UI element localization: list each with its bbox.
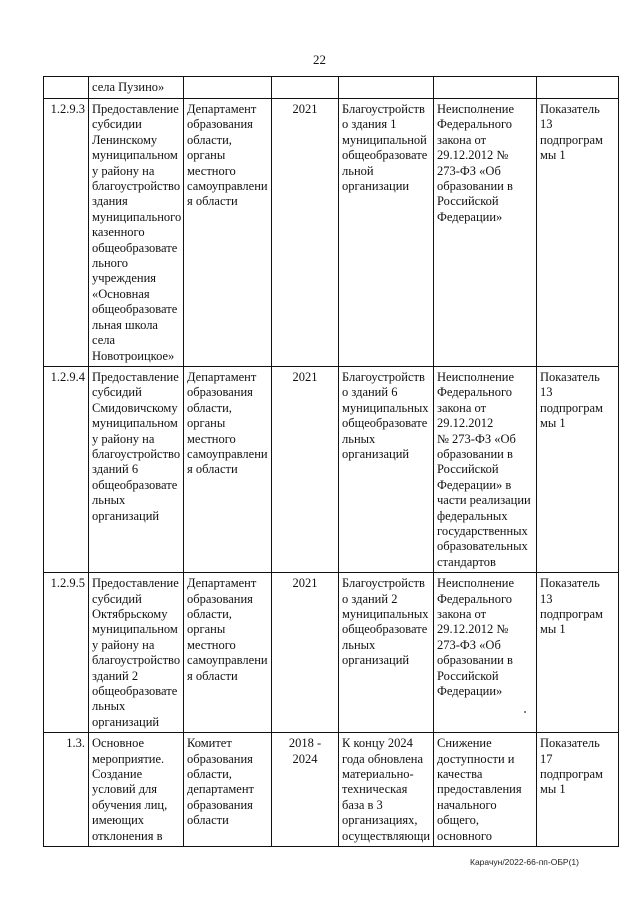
cell-text-line: области	[187, 813, 229, 828]
cell-text-line: Российской	[437, 194, 499, 209]
document-code: Карачун/2022-66-пп-ОБР(1)	[470, 857, 579, 867]
cell-text-line: условий для	[92, 782, 158, 797]
year-cell	[272, 77, 339, 99]
cell-text-line: Неисполнение	[437, 369, 514, 384]
cell-text-line: 1.2.9.3	[50, 102, 85, 116]
cell-text-line: субсидий	[92, 385, 142, 400]
row-number-cell	[44, 77, 89, 99]
cell-text-line: зданий 6	[92, 462, 139, 477]
cell-text-line: 1.3.	[66, 736, 85, 751]
cell-text-line: льной	[342, 163, 374, 178]
cell-text-line: органы	[187, 622, 226, 637]
cell-text-line: области,	[187, 767, 232, 782]
executor-cell	[184, 573, 272, 733]
cell-text-line: учреждения	[92, 271, 157, 286]
cell-text-line: льная школа	[92, 317, 158, 332]
cell-text-line: Смидовичскому	[92, 400, 178, 415]
cell-text-line: муниципальных	[342, 607, 429, 621]
cell-text-line: мы 1	[540, 782, 566, 797]
cell-text-line: о здания 1	[342, 117, 397, 132]
consequence-cell	[434, 99, 537, 367]
cell-text-line: 273-ФЗ «Об	[437, 637, 501, 652]
cell-text-line: подпрограм	[540, 607, 603, 621]
cell-text-line: благоустройство	[92, 653, 181, 668]
cell-text-line: я области	[187, 462, 238, 477]
cell-text-line: образования	[187, 751, 253, 766]
cell-text-line: казенного	[92, 225, 145, 240]
consequence-cell	[434, 77, 537, 99]
cell-text-line: мы 1	[540, 148, 566, 163]
cell-text-line: 1.2.9.5	[50, 576, 85, 591]
cell-text-line: Показатель	[540, 102, 600, 116]
cell-text-line: 2024	[292, 751, 318, 766]
cell-text-line: образовании в	[437, 179, 513, 194]
cell-text-line: самоуправлени	[187, 446, 268, 461]
executor-cell	[184, 99, 272, 367]
cell-text-line: мероприятие.	[92, 751, 165, 766]
executor-cell	[184, 733, 272, 847]
expected-result-cell	[339, 366, 434, 572]
cell-text-line: образовательных	[437, 539, 528, 554]
consequence-cell	[434, 573, 537, 733]
cell-text-line: образования	[187, 797, 253, 812]
consequence-cell	[434, 366, 537, 572]
cell-text-line: образования	[187, 117, 253, 132]
cell-text-line: подпрограм	[540, 132, 603, 147]
cell-text-line: Основное	[92, 736, 145, 751]
executor-cell	[184, 77, 272, 99]
cell-text-line: имеющих	[92, 813, 145, 828]
cell-text-line: года обновлена	[342, 751, 424, 766]
cell-text-line: общеобразовате	[342, 148, 428, 163]
cell-text-line: № 273-ФЗ «Об	[437, 431, 516, 446]
cell-text-line: Департамент	[187, 576, 257, 591]
cell-text-line: у району на	[92, 637, 155, 652]
cell-text-line: «Основная	[92, 286, 150, 301]
cell-text-line: Благоустройств	[342, 102, 425, 116]
cell-text-line: области,	[187, 607, 232, 621]
cell-text-line: мы 1	[540, 416, 566, 431]
cell-text-line: образовании в	[437, 446, 513, 461]
cell-text-line: части реализации	[437, 493, 531, 508]
cell-text-line: К концу 2024	[342, 736, 413, 751]
cell-text-line: 2021	[292, 369, 318, 384]
cell-text-line: мы 1	[540, 622, 566, 637]
cell-text-line: муниципальных	[342, 400, 429, 415]
cell-text-line: 2021	[292, 576, 318, 591]
indicator-cell	[537, 366, 619, 572]
row-number-cell	[44, 366, 89, 572]
expected-result-cell	[339, 99, 434, 367]
cell-text-line: доступности и	[437, 751, 515, 766]
cell-text-line: организаций	[342, 653, 410, 668]
row-number-cell	[44, 733, 89, 847]
cell-text-line: самоуправлени	[187, 653, 268, 668]
cell-text-line: у району на	[92, 431, 155, 446]
expected-result-cell	[339, 77, 434, 99]
cell-text-line: закона от	[437, 132, 487, 147]
cell-text-line: муниципальной	[342, 132, 427, 147]
cell-text-line: благоустройство	[92, 179, 181, 194]
cell-text-line: Предоставление	[92, 102, 179, 116]
cell-text-line: организации	[342, 179, 410, 194]
cell-text-line: о зданий 2	[342, 591, 398, 606]
cell-text-line: 2018 -	[288, 736, 322, 751]
cell-text-line: муниципальном	[92, 622, 178, 637]
cell-text-line: 2021	[292, 102, 318, 116]
cell-text-line: благоустройство	[92, 446, 181, 461]
cell-text-line: 29.12.2012 №	[437, 148, 509, 163]
expected-result-cell	[339, 733, 434, 847]
cell-text-line: Российской	[437, 668, 499, 683]
cell-text-line: органы	[187, 416, 226, 431]
cell-text-line: Федерального	[437, 117, 513, 132]
year-cell	[272, 573, 339, 733]
cell-text-line: муниципальном	[92, 416, 178, 431]
indicator-cell	[537, 733, 619, 847]
cell-text-line: Создание	[92, 767, 143, 782]
cell-text-line: я области	[187, 194, 238, 209]
year-cell	[272, 366, 339, 572]
cell-text-line: Октябрьскому	[92, 607, 168, 621]
cell-text-line: Федерации»	[437, 209, 503, 224]
cell-text-line: стандартов	[437, 554, 496, 569]
cell-text-line: подпрограм	[540, 767, 603, 782]
cell-text-line: льных	[342, 637, 376, 652]
indicator-cell	[537, 77, 619, 99]
cell-text-line: общеобразовате	[342, 622, 428, 637]
cell-text-line: здания	[92, 194, 128, 209]
cell-text-line: подпрограм	[540, 400, 603, 415]
cell-text-line: села	[92, 333, 116, 348]
cell-text-line: Снижение	[437, 736, 492, 751]
cell-text-line: Федерального	[437, 385, 513, 400]
cell-text-line: Предоставление	[92, 369, 179, 384]
cell-text-line: субсидии	[92, 117, 142, 132]
cell-text-line: местного	[187, 163, 236, 178]
cell-text-line: 29.12.2012	[437, 416, 494, 431]
cell-text-line: федеральных	[437, 508, 508, 523]
row-number-cell	[44, 99, 89, 367]
table-row	[44, 77, 619, 99]
cell-text-line: организаций	[342, 446, 410, 461]
cell-text-line: муниципального	[92, 209, 182, 224]
measure-name-cell	[89, 573, 184, 733]
cell-text-line: местного	[187, 637, 236, 652]
year-cell	[272, 99, 339, 367]
cell-text-line: области,	[187, 400, 232, 415]
cell-text-line: о зданий 6	[342, 385, 398, 400]
cell-text-line: Российской	[437, 462, 499, 477]
cell-text-line: образования	[187, 385, 253, 400]
cell-text-line: организаций	[92, 508, 160, 523]
cell-text-line: Федерации»	[437, 684, 503, 699]
cell-text-line: льных	[342, 431, 376, 446]
cell-text-line: льных	[92, 493, 126, 508]
cell-text-line: зданий 2	[92, 668, 139, 683]
cell-text-line: общеобразовате	[342, 416, 428, 431]
row-number-cell	[44, 573, 89, 733]
cell-text-line: закона от	[437, 607, 487, 621]
cell-text-line: начального	[437, 797, 497, 812]
cell-text-line: департамент	[187, 782, 255, 797]
cell-text-line: Неисполнение	[437, 102, 514, 116]
cell-text-line: материально-	[342, 767, 414, 782]
cell-text-line: Благоустройств	[342, 576, 425, 591]
measure-name-cell	[89, 733, 184, 847]
cell-text-line: Федерального	[437, 591, 513, 606]
cell-text-line: Комитет	[187, 736, 232, 751]
cell-text-line: 273-ФЗ «Об	[437, 163, 501, 178]
cell-text-line: Департамент	[187, 369, 257, 384]
cell-text-line: 13	[540, 117, 553, 132]
cell-text-line: области,	[187, 132, 232, 147]
table-row	[44, 573, 619, 733]
cell-text-line: Благоустройств	[342, 369, 425, 384]
cell-text-line: самоуправлени	[187, 179, 268, 194]
cell-text-line: общего,	[437, 813, 479, 828]
measure-name-cell	[89, 99, 184, 367]
indicator-cell	[537, 573, 619, 733]
cell-text-line: я области	[187, 668, 238, 683]
cell-text-line: общеобразовате	[92, 302, 178, 317]
cell-text-line: организациях,	[342, 813, 418, 828]
cell-text-line: села Пузино»	[92, 80, 165, 94]
table-row	[44, 733, 619, 847]
cell-text-line: органы	[187, 148, 226, 163]
page-number: 22	[313, 52, 326, 67]
cell-text-line: льного	[92, 256, 128, 271]
cell-text-line: 13	[540, 591, 553, 606]
measure-name-cell	[89, 366, 184, 572]
cell-text-line: 29.12.2012 №	[437, 622, 509, 637]
cell-text-line: осуществляющи	[342, 828, 431, 843]
measures-table	[43, 76, 619, 847]
cell-text-line: льных	[92, 699, 126, 714]
cell-text-line: Федерации» в	[437, 477, 512, 492]
cell-text-line: Показатель	[540, 369, 600, 384]
cell-text-line: Предоставление	[92, 576, 179, 591]
cell-text-line: образовании в	[437, 653, 513, 668]
cell-text-line: субсидий	[92, 591, 142, 606]
expected-result-cell	[339, 573, 434, 733]
cell-text-line: организаций	[92, 714, 160, 729]
cell-text-line: Показатель	[540, 736, 600, 751]
consequence-cell	[434, 733, 537, 847]
cell-text-line: общеобразовате	[92, 240, 178, 255]
table-row	[44, 366, 619, 572]
cell-text-line: образования	[187, 591, 253, 606]
cell-text-line: предоставления	[437, 782, 522, 797]
cell-text-line: обучения лиц,	[92, 797, 168, 812]
measure-name-cell	[89, 77, 184, 99]
cell-text-line: Новотроицкое»	[92, 348, 175, 363]
executor-cell	[184, 366, 272, 572]
indicator-cell	[537, 99, 619, 367]
cell-text-line: отклонения в	[92, 828, 163, 843]
cell-text-line: качества	[437, 767, 483, 782]
scan-dot	[524, 711, 526, 713]
cell-text-line: закона от	[437, 400, 487, 415]
cell-text-line: Департамент	[187, 102, 257, 116]
cell-text-line: Ленинскому	[92, 132, 158, 147]
cell-text-line: 1.2.9.4	[50, 369, 85, 384]
cell-text-line: техническая	[342, 782, 408, 797]
cell-text-line: база в 3	[342, 797, 383, 812]
cell-text-line: Неисполнение	[437, 576, 514, 591]
cell-text-line: у району на	[92, 163, 155, 178]
cell-text-line: 13	[540, 385, 553, 400]
cell-text-line: муниципальном	[92, 148, 178, 163]
cell-text-line: основного	[437, 828, 492, 843]
cell-text-line: государственных	[437, 523, 528, 538]
table-row	[44, 99, 619, 367]
cell-text-line: местного	[187, 431, 236, 446]
cell-text-line: общеобразовате	[92, 477, 178, 492]
cell-text-line: 17	[540, 751, 553, 766]
cell-text-line: общеобразовате	[92, 684, 178, 699]
year-cell	[272, 733, 339, 847]
cell-text-line: Показатель	[540, 576, 600, 591]
